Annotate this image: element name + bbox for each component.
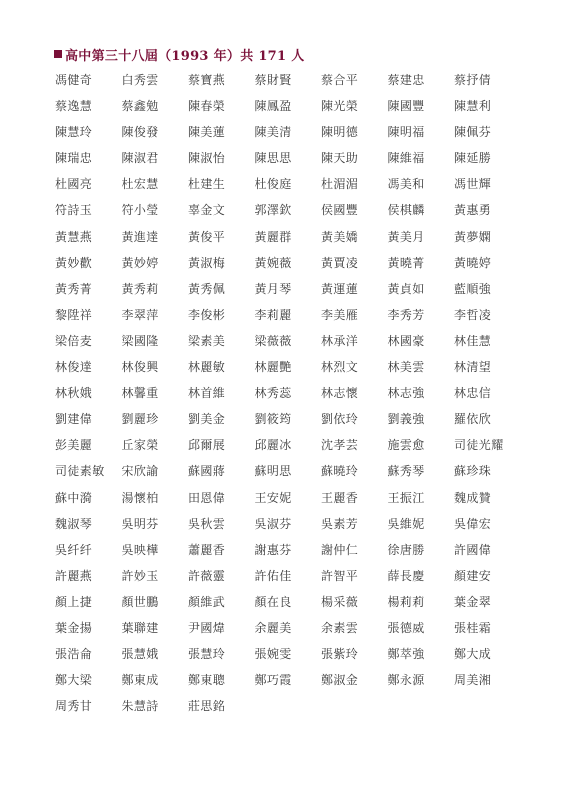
student-name: 林馨重 xyxy=(121,386,159,401)
student-name: 吳纤纤 xyxy=(55,542,93,557)
student-name: 陳思思 xyxy=(254,151,292,166)
student-name: 林麗艷 xyxy=(254,360,292,375)
student-name: 謝惠芬 xyxy=(254,542,292,557)
student-name: 許佑佳 xyxy=(254,568,292,583)
student-name: 陳慧玲 xyxy=(55,125,93,140)
student-name: 李莉麗 xyxy=(254,307,292,322)
student-name: 杜建生 xyxy=(188,177,226,192)
student-name: 李翠萍 xyxy=(121,307,159,322)
student-name: 陳春榮 xyxy=(188,99,226,114)
student-name: 司徒光耀 xyxy=(454,438,504,453)
student-name: 李哲凌 xyxy=(454,307,492,322)
student-name: 吳秋雲 xyxy=(188,516,226,531)
student-name: 陳延勝 xyxy=(454,151,492,166)
student-name: 余麗美 xyxy=(254,620,292,635)
student-name: 陳慧利 xyxy=(454,99,492,114)
student-name: 梁素美 xyxy=(188,333,226,348)
student-name: 杜湄湄 xyxy=(321,177,359,192)
student-name: 侯棋麟 xyxy=(387,203,425,218)
student-name: 黃淑梅 xyxy=(188,255,226,270)
student-name: 黃秀菁 xyxy=(55,281,93,296)
student-name: 羅依欣 xyxy=(454,412,492,427)
student-name: 魏成贊 xyxy=(454,490,492,505)
student-name: 顏世鵬 xyxy=(121,594,159,609)
student-name: 葉金揚 xyxy=(55,620,93,635)
student-name: 林俊達 xyxy=(55,360,93,375)
student-name: 黃秀佩 xyxy=(188,281,226,296)
student-name: 黃美月 xyxy=(387,229,425,244)
student-name: 陳鳳盈 xyxy=(254,99,292,114)
student-name: 張桂霜 xyxy=(454,620,492,635)
student-name: 吳偉宏 xyxy=(454,516,492,531)
student-name: 吳映樺 xyxy=(121,542,159,557)
student-name: 符詩玉 xyxy=(55,203,93,218)
student-name: 施雲愈 xyxy=(387,438,425,453)
student-name: 許國偉 xyxy=(454,542,492,557)
student-name: 陳瑞忠 xyxy=(55,151,93,166)
student-name: 田恩偉 xyxy=(188,490,226,505)
student-name: 黃貞如 xyxy=(387,281,425,296)
student-name: 李美雁 xyxy=(321,307,359,322)
student-name: 劉麗珍 xyxy=(121,412,159,427)
student-name: 林忠信 xyxy=(454,386,492,401)
student-name: 陳明福 xyxy=(387,125,425,140)
student-name: 楊采薇 xyxy=(321,594,359,609)
student-name: 黃進達 xyxy=(121,229,159,244)
student-name: 馮健奇 xyxy=(55,73,93,87)
class-heading xyxy=(54,44,305,64)
student-name: 邱爾展 xyxy=(188,438,226,453)
student-name: 黃運蓮 xyxy=(321,281,359,296)
student-name: 陳淑君 xyxy=(121,151,159,166)
student-name: 陳美清 xyxy=(254,125,292,140)
student-name: 劉建偉 xyxy=(55,412,93,427)
student-name: 王麗香 xyxy=(321,490,359,505)
student-name: 黃俊平 xyxy=(188,229,226,244)
name-grid xyxy=(55,67,521,719)
student-name: 林秋娥 xyxy=(55,386,93,401)
student-name: 林俊興 xyxy=(121,360,159,375)
student-name: 藍順強 xyxy=(454,281,492,296)
student-name: 鄭萃強 xyxy=(387,647,425,662)
student-name: 符小瑩 xyxy=(121,203,159,218)
student-name: 尹國煒 xyxy=(188,620,226,635)
student-name: 葉聯建 xyxy=(121,620,159,635)
student-name: 陳天助 xyxy=(321,151,359,166)
student-name: 鄭淑金 xyxy=(321,673,359,688)
student-name: 黃慧燕 xyxy=(55,229,93,244)
student-name: 李秀芳 xyxy=(387,307,425,322)
student-name: 黃妙歡 xyxy=(55,255,93,270)
student-name: 劉美金 xyxy=(188,412,226,427)
student-name: 許麗燕 xyxy=(55,568,93,583)
student-name: 林佳慧 xyxy=(454,333,492,348)
student-name: 王振江 xyxy=(387,490,425,505)
student-name: 黃惠勇 xyxy=(454,203,492,218)
square-bullet-icon xyxy=(54,50,62,58)
student-name: 沈孝芸 xyxy=(321,438,359,453)
student-name: 陳淑怡 xyxy=(188,151,226,166)
student-name: 林國豪 xyxy=(387,333,425,348)
student-name: 陳俊發 xyxy=(121,125,159,140)
student-name: 梁倍麦 xyxy=(55,333,93,348)
student-name: 張慧娥 xyxy=(121,647,159,662)
student-name: 蔡合平 xyxy=(321,73,359,87)
student-name: 鄭永源 xyxy=(387,673,425,688)
student-name: 朱慧詩 xyxy=(121,699,159,714)
student-name: 梁國隆 xyxy=(121,333,159,348)
student-name: 陳美蓮 xyxy=(188,125,226,140)
student-name: 蘇珍珠 xyxy=(454,464,492,479)
student-name: 徐唐勝 xyxy=(387,542,425,557)
student-name: 許薇靈 xyxy=(188,568,226,583)
student-name: 張德威 xyxy=(387,620,425,635)
student-name: 許智平 xyxy=(321,568,359,583)
student-name: 黎陞祥 xyxy=(55,307,93,322)
student-name: 張婉雯 xyxy=(254,647,292,662)
student-name: 蘇中漪 xyxy=(55,490,93,505)
student-name: 黃美嬌 xyxy=(321,229,359,244)
student-name: 王安妮 xyxy=(254,490,292,505)
student-name: 林志懷 xyxy=(321,386,359,401)
student-name: 顏維武 xyxy=(188,594,226,609)
student-name: 邱麗冰 xyxy=(254,438,292,453)
student-name: 楊莉莉 xyxy=(387,594,425,609)
student-name: 葉金翠 xyxy=(454,594,492,609)
student-name: 余素雲 xyxy=(321,620,359,635)
student-name: 陳佩芬 xyxy=(454,125,492,140)
student-name: 黃夢嫻 xyxy=(454,229,492,244)
student-name: 顏上捷 xyxy=(55,594,93,609)
student-name: 黃曉婷 xyxy=(454,255,492,270)
student-name: 蘇明思 xyxy=(254,464,292,479)
student-name: 黃賈凌 xyxy=(321,255,359,270)
student-name: 林烈文 xyxy=(321,360,359,375)
student-name: 鄭大成 xyxy=(454,647,492,662)
student-name: 鄭東聰 xyxy=(188,673,226,688)
student-name: 杜國亮 xyxy=(55,177,93,192)
student-name: 林承洋 xyxy=(321,333,359,348)
student-name: 彭美麗 xyxy=(55,438,93,453)
student-name: 薛長慶 xyxy=(387,568,425,583)
student-name: 鄭大梁 xyxy=(55,673,93,688)
student-name: 陳維福 xyxy=(387,151,425,166)
student-name: 顏在良 xyxy=(254,594,292,609)
student-name: 劉依玲 xyxy=(321,412,359,427)
student-name: 吳素芳 xyxy=(321,516,359,531)
student-name: 馮美和 xyxy=(387,177,425,192)
student-name: 司徒素敏 xyxy=(55,464,105,479)
student-name: 蔡寶燕 xyxy=(188,73,226,87)
student-name: 吳明芬 xyxy=(121,516,159,531)
student-name: 劉義強 xyxy=(387,412,425,427)
student-name: 白秀雲 xyxy=(121,73,159,87)
student-name: 張紫玲 xyxy=(321,647,359,662)
student-name: 蔡財賢 xyxy=(254,73,292,87)
student-name: 黃妙婷 xyxy=(121,255,159,270)
student-name: 杜宏慧 xyxy=(121,177,159,192)
student-name: 周秀甘 xyxy=(55,699,93,714)
student-name: 宋欣諭 xyxy=(121,464,159,479)
student-name: 蔡逸慧 xyxy=(55,99,93,114)
student-name: 蘇國蔣 xyxy=(188,464,226,479)
student-name: 侯國豐 xyxy=(321,203,359,218)
student-name: 林麗敏 xyxy=(188,360,226,375)
student-name: 陳國豐 xyxy=(387,99,425,114)
student-name: 蘇曉玲 xyxy=(321,464,359,479)
student-name: 杜俊庭 xyxy=(254,177,292,192)
student-name: 莊思銘 xyxy=(188,699,226,714)
student-name: 黃曉菁 xyxy=(387,255,425,270)
student-name: 蔡建忠 xyxy=(387,73,425,87)
student-name: 張慧玲 xyxy=(188,647,226,662)
student-name: 郭澤欽 xyxy=(254,203,292,218)
student-name: 劉筱筠 xyxy=(254,412,292,427)
student-name: 周美湘 xyxy=(454,673,492,688)
student-name: 林美雲 xyxy=(387,360,425,375)
student-name: 梁薇薇 xyxy=(254,333,292,348)
student-name: 陳光榮 xyxy=(321,99,359,114)
student-name: 蘇秀琴 xyxy=(387,464,425,479)
student-name: 黃婉薇 xyxy=(254,255,292,270)
heading-title: 高中第三十八屆（1993 年）共 171 人 xyxy=(65,48,305,64)
student-name: 丘家榮 xyxy=(121,438,159,453)
student-name: 林清望 xyxy=(454,360,492,375)
student-name: 鄭巧霞 xyxy=(254,673,292,688)
student-name: 吳淑芬 xyxy=(254,516,292,531)
student-name: 魏淑琴 xyxy=(55,516,93,531)
student-name: 林首維 xyxy=(188,386,226,401)
student-name: 謝仲仁 xyxy=(321,542,359,557)
student-name: 鄭東成 xyxy=(121,673,159,688)
student-name: 許妙玉 xyxy=(121,568,159,583)
student-name: 辜金文 xyxy=(188,203,226,218)
student-name: 陳明德 xyxy=(321,125,359,140)
student-name: 吳維妮 xyxy=(387,516,425,531)
student-name: 林秀蕊 xyxy=(254,386,292,401)
student-name: 湯懷柏 xyxy=(121,490,159,505)
student-name: 李俊彬 xyxy=(188,307,226,322)
student-name: 張浩侖 xyxy=(55,647,93,662)
student-name: 林志強 xyxy=(387,386,425,401)
student-name: 蕭麗香 xyxy=(188,542,226,557)
student-name: 馮世輝 xyxy=(454,177,492,192)
student-name: 顏建安 xyxy=(454,568,492,583)
student-name: 蔡抒倩 xyxy=(454,73,492,87)
student-name: 黃月琴 xyxy=(254,281,292,296)
student-name: 黃秀莉 xyxy=(121,281,159,296)
student-name: 黃麗群 xyxy=(254,229,292,244)
student-name: 蔡鑫勉 xyxy=(121,99,159,114)
